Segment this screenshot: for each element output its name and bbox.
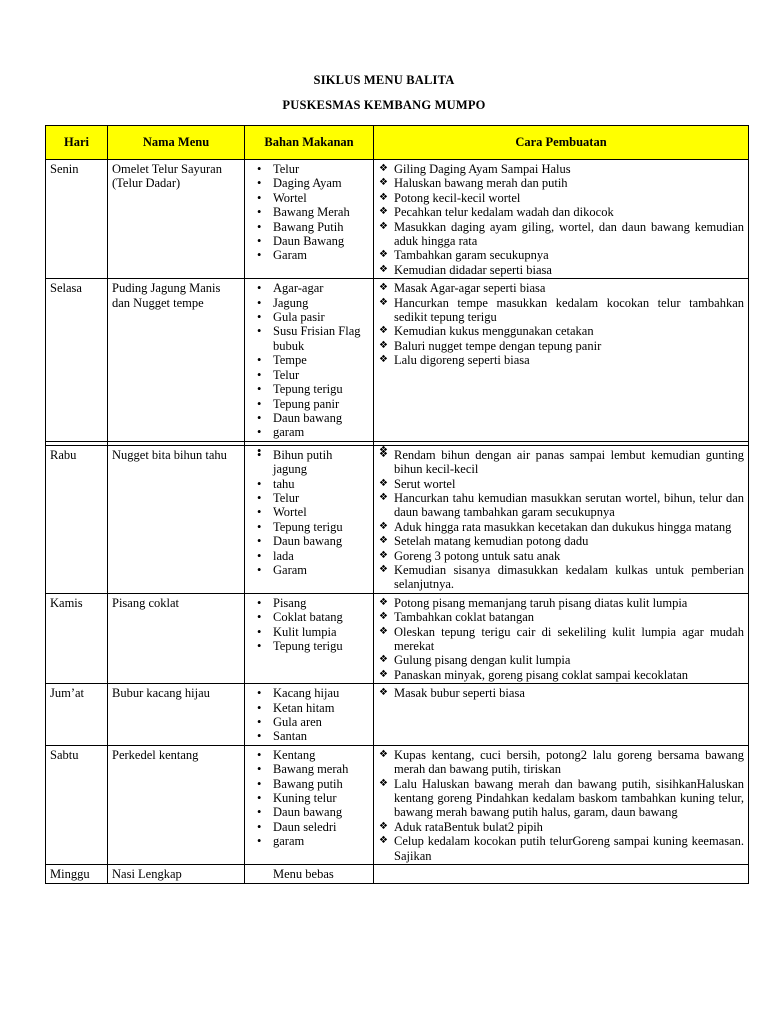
bahan-item: • Daun bawang — [273, 805, 369, 819]
table-row — [46, 160, 749, 279]
bahan-item: • Pisang — [273, 596, 369, 610]
cara-step: ❖ Setelah matang kemudian potong dadu — [394, 534, 744, 548]
header-bahan-makanan: Bahan Makanan — [245, 126, 374, 160]
bahan-item: • Tepung panir — [273, 397, 369, 411]
bahan-item: • Wortel — [273, 191, 369, 205]
cara-list — [378, 281, 744, 367]
bahan-list — [249, 686, 369, 744]
cara-step: ❖ Lalu digoreng seperti biasa — [394, 353, 744, 367]
cara-step: ❖ Pecahkan telur kedalam wadah dan dikocok — [394, 205, 744, 219]
bahan-item: • Daun bawang — [273, 534, 369, 548]
cell-cara-pembuatan — [374, 745, 749, 864]
cell-bahan-makanan — [245, 279, 374, 441]
bahan-list — [249, 748, 369, 849]
cara-step: ❖ Oleskan tepung terigu cair di sekeliling kulit lumpia agar mudah merekat — [394, 625, 744, 654]
bahan-list — [249, 162, 369, 263]
bahan-item: • Bihun putih jagung — [273, 448, 369, 477]
cell-hari: Kamis — [46, 593, 108, 683]
cara-step: ❖ Rendam bihun dengan air panas sampai lembut kemudian gunting bihun kecil-kecil — [394, 448, 744, 477]
bahan-item: • Bawang Putih — [273, 220, 369, 234]
bahan-item: • Garam — [273, 248, 369, 262]
cara-step: ❖ Potong kecil-kecil wortel — [394, 191, 744, 205]
cara-list — [378, 748, 744, 863]
cara-step: ❖ Aduk hingga rata masukkan kecetakan dan dukukus hingga matang — [394, 520, 744, 534]
cell-hari: Senin — [46, 160, 108, 279]
cell-hari: Minggu — [46, 865, 108, 883]
cell-bahan-makanan — [245, 745, 374, 864]
cara-step: ❖ Panaskan minyak, goreng pisang coklat sampai kecoklatan — [394, 668, 744, 682]
bahan-item: • Daun seledri — [273, 820, 369, 834]
cara-step: ❖ Gulung pisang dengan kulit lumpia — [394, 653, 744, 667]
bahan-item: • Ketan hitam — [273, 701, 369, 715]
cell-cara-pembuatan — [374, 593, 749, 683]
cell-bahan-makanan — [245, 865, 374, 883]
bahan-item: • Gula aren — [273, 715, 369, 729]
cara-step: ❖ Kemudian didadar seperti biasa — [394, 263, 744, 277]
bahan-item: • Telur — [273, 491, 369, 505]
bahan-item: • Daging Ayam — [273, 176, 369, 190]
cara-step: ❖ Celup kedalam kocokan putih telurGoreng sampai kuning keemasan. Sajikan — [394, 834, 744, 863]
cara-step: ❖ Serut wortel — [394, 477, 744, 491]
cara-step: ❖ Lalu Haluskan bawang merah dan bawang putih, sisihkanHaluskan kentang goreng Pindahkan kedalam baskom tambahkan kuning telur, bawang merah bawang putih halus, garam, daun bawang — [394, 777, 744, 820]
bahan-item: • Telur — [273, 368, 369, 382]
cell-bahan-makanan — [245, 593, 374, 683]
cell-cara-pembuatan — [374, 160, 749, 279]
table-row — [46, 593, 749, 683]
bahan-item: • Kacang hijau — [273, 686, 369, 700]
table-row — [46, 445, 749, 593]
table-row — [46, 745, 749, 864]
cell-nama-menu: Bubur kacang hijau — [108, 684, 245, 746]
bahan-item: • Garam — [273, 563, 369, 577]
bahan-item: • Telur — [273, 162, 369, 176]
bahan-item: • Bawang Merah — [273, 205, 369, 219]
cell-hari: Rabu — [46, 445, 108, 593]
bahan-item: • garam — [273, 425, 369, 439]
cara-step: ❖ Haluskan bawang merah dan putih — [394, 176, 744, 190]
cell-cara-pembuatan — [374, 445, 749, 593]
bahan-item: • Daun Bawang — [273, 234, 369, 248]
bahan-list — [249, 281, 369, 439]
bahan-item: • Tepung terigu — [273, 639, 369, 653]
header-nama-menu: Nama Menu — [108, 126, 245, 160]
cara-step: ❖ Giling Daging Ayam Sampai Halus — [394, 162, 744, 176]
cara-step: ❖ Hancurkan tempe masukkan kedalam kocokan telur tambahkan sedikit tepung terigu — [394, 296, 744, 325]
document-title: SIKLUS MENU BALITA — [313, 73, 455, 87]
bahan-list — [249, 596, 369, 654]
cara-list — [378, 686, 744, 700]
bahan-item: • Kentang — [273, 748, 369, 762]
header-cara-pembuatan: Cara Pembuatan — [374, 126, 749, 160]
cell-nama-menu: Omelet Telur Sayuran (Telur Dadar) — [108, 160, 245, 279]
bahan-item: • Kuning telur — [273, 791, 369, 805]
table-row — [46, 684, 749, 746]
cell-hari: Sabtu — [46, 745, 108, 864]
bahan-list — [249, 448, 369, 578]
cara-step: ❖ Kemudian sisanya dimasukkan kedalam kulkas untuk pemberian selanjutnya. — [394, 563, 744, 592]
bahan-item: • garam — [273, 834, 369, 848]
cell-nama-menu: Puding Jagung Manis dan Nugget tempe — [108, 279, 245, 441]
cara-list — [378, 162, 744, 277]
cell-hari: Jum’at — [46, 684, 108, 746]
bahan-item: • lada — [273, 549, 369, 563]
bahan-text: Menu bebas — [273, 867, 334, 882]
cell-nama-menu: Nugget bita bihun tahu — [108, 445, 245, 593]
cara-list — [378, 448, 744, 592]
table-header-row — [46, 126, 749, 160]
cara-step: ❖ Aduk rataBentuk bulat2 pipih — [394, 820, 744, 834]
cara-step: ❖ Kemudian kukus menggunakan cetakan — [394, 324, 744, 338]
cara-step: ❖ Baluri nugget tempe dengan tepung panir — [394, 339, 744, 353]
cell-hari: Selasa — [46, 279, 108, 441]
document-subtitle: PUSKESMAS KEMBANG MUMPO — [282, 98, 486, 112]
bahan-item: • Jagung — [273, 296, 369, 310]
header-hari: Hari — [46, 126, 108, 160]
bahan-item: • Bawang merah — [273, 762, 369, 776]
bahan-item: • Wortel — [273, 505, 369, 519]
bahan-item: • tahu — [273, 477, 369, 491]
bahan-item: • Daun bawang — [273, 411, 369, 425]
table-row — [46, 279, 749, 441]
cell-bahan-makanan — [245, 684, 374, 746]
bahan-item: • Susu Frisian Flag bubuk — [273, 324, 369, 353]
cara-step: ❖ Masak Agar-agar seperti biasa — [394, 281, 744, 295]
bahan-item: • Tepung terigu — [273, 382, 369, 396]
cara-step: ❖ Goreng 3 potong untuk satu anak — [394, 549, 744, 563]
bahan-item: • Gula pasir — [273, 310, 369, 324]
cara-step: ❖ Tambahkan coklat batangan — [394, 610, 744, 624]
cara-step: ❖ Kupas kentang, cuci bersih, potong2 lalu goreng bersama bawang merah dan bawang putih, tiriskan — [394, 748, 744, 777]
cara-step: ❖ Potong pisang memanjang taruh pisang diatas kulit lumpia — [394, 596, 744, 610]
cara-list — [378, 596, 744, 682]
bahan-item: • Tempe — [273, 353, 369, 367]
cell-cara-pembuatan — [374, 684, 749, 746]
cell-cara-pembuatan — [374, 865, 749, 883]
menu-table — [45, 125, 749, 884]
cara-step: ❖ Tambahkan garam secukupnya — [394, 248, 744, 262]
bahan-item: • Kulit lumpia — [273, 625, 369, 639]
cell-nama-menu: Pisang coklat — [108, 593, 245, 683]
cell-bahan-makanan — [245, 160, 374, 279]
bahan-item: • Santan — [273, 729, 369, 743]
cara-step: ❖ Masak bubur seperti biasa — [394, 686, 744, 700]
bahan-item: • Agar-agar — [273, 281, 369, 295]
bahan-item: • Coklat batang — [273, 610, 369, 624]
cell-bahan-makanan — [245, 445, 374, 593]
cell-cara-pembuatan — [374, 279, 749, 441]
cell-nama-menu: Perkedel kentang — [108, 745, 245, 864]
cara-step: ❖ Hancurkan tahu kemudian masukkan serutan wortel, bihun, telur dan daun bawang tambahkan garam secukupnya — [394, 491, 744, 520]
cell-nama-menu: Nasi Lengkap — [108, 865, 245, 883]
table-row — [46, 865, 749, 883]
cara-step: ❖ Masukkan daging ayam giling, wortel, dan daun bawang kemudian aduk hingga rata — [394, 220, 744, 249]
bahan-item: • Tepung terigu — [273, 520, 369, 534]
bahan-item: • Bawang putih — [273, 777, 369, 791]
